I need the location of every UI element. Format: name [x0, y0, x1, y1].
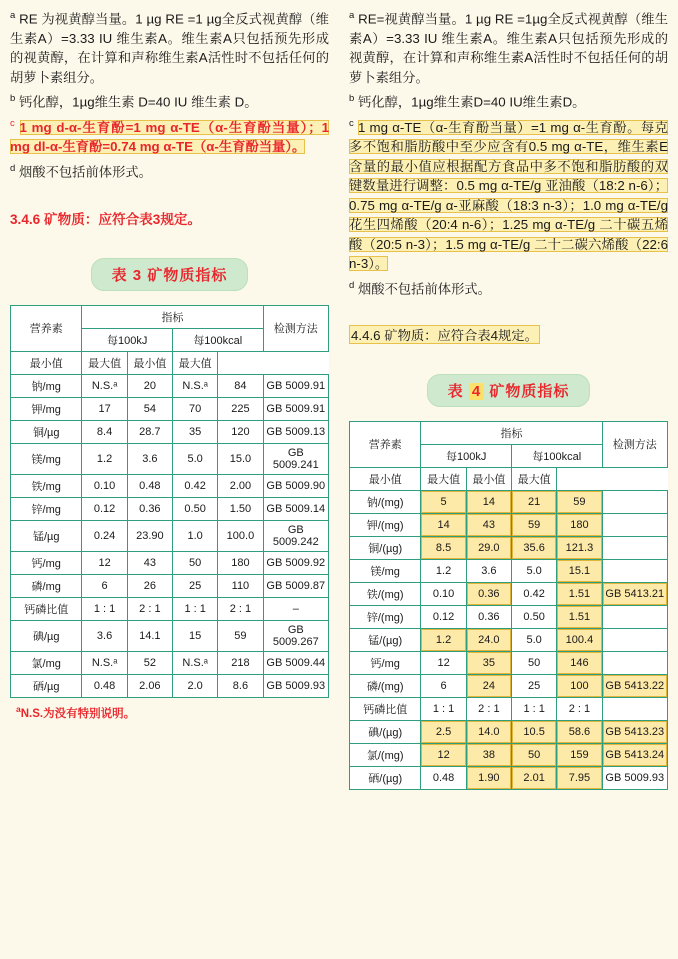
- cell-value: 0.48: [127, 474, 172, 497]
- table-row: [350, 628, 668, 651]
- cell-value: 43: [466, 513, 511, 536]
- cell-method: [602, 697, 667, 720]
- th-index: 指标: [421, 421, 602, 444]
- cell-method: GB 5009.14: [263, 497, 328, 520]
- footnote-text: N.S.为没有特别说明。: [20, 707, 136, 720]
- table-row: [350, 421, 668, 444]
- cell-method: GB 5009.90: [263, 474, 328, 497]
- cell-nutrient: 钙磷比值: [11, 597, 82, 620]
- cell-value: 14.1: [127, 620, 172, 651]
- note-marker-d: d: [349, 279, 355, 291]
- note-d-left: [10, 159, 329, 182]
- th-per100kj: 每100kJ: [421, 444, 512, 467]
- table-row: [350, 582, 668, 605]
- cell-value: 43: [127, 551, 172, 574]
- cell-value: 38: [466, 743, 511, 766]
- cell-nutrient: 钙磷比值: [350, 697, 421, 720]
- note-a-left: [10, 6, 329, 87]
- cell-value: 17: [82, 397, 127, 420]
- note-b-left: [10, 89, 329, 112]
- cell-value: 23.90: [127, 520, 172, 551]
- cell-nutrient: 钠/mg: [11, 374, 82, 397]
- cell-value: 14: [421, 513, 466, 536]
- cell-value: 1.50: [218, 497, 263, 520]
- cell-method: –: [263, 597, 328, 620]
- cell-nutrient: 硒/(µg): [350, 766, 421, 789]
- cell-value: 121.3: [557, 536, 602, 559]
- cell-nutrient: 锌/mg: [11, 497, 82, 520]
- cell-value: 21: [512, 490, 557, 513]
- note-c-left-text: 1 mg d-α-生育酚=1 mg α-TE（α-生育酚当量）；1 mg dl-α-生育酚=0.74 mg α-TE（α-生育酚当量）。: [10, 119, 329, 155]
- cell-value: 15: [173, 620, 218, 651]
- cell-value: 2.5: [421, 720, 466, 743]
- cell-value: 35: [173, 420, 218, 443]
- cell-value: 50: [512, 651, 557, 674]
- table4-title-number: 4: [469, 383, 484, 400]
- cell-value: 24: [466, 674, 511, 697]
- th-per100kcal: 每100kcal: [173, 328, 264, 351]
- table-row: [11, 474, 329, 497]
- cell-value: 3.6: [127, 443, 172, 474]
- cell-nutrient: 钙/mg: [11, 551, 82, 574]
- th-max-1: 最大值: [82, 351, 127, 374]
- table-row: [350, 743, 668, 766]
- note-marker-d: d: [10, 162, 16, 174]
- cell-value: 54: [127, 397, 172, 420]
- cell-method: GB 5009.241: [263, 443, 328, 474]
- table-row: [11, 574, 329, 597]
- cell-value: 0.50: [512, 605, 557, 628]
- th-min-2: 最小值: [127, 351, 172, 374]
- cell-method: GB 5009.92: [263, 551, 328, 574]
- cell-method: GB 5009.267: [263, 620, 328, 651]
- cell-value: 0.48: [82, 674, 127, 697]
- table-row: [11, 597, 329, 620]
- cell-value: 14: [466, 490, 511, 513]
- cell-value: 1 : 1: [173, 597, 218, 620]
- table3-title-prefix: 表 3: [111, 266, 143, 284]
- cell-method: GB 5009.91: [263, 374, 328, 397]
- table-row: [350, 674, 668, 697]
- cell-nutrient: 铁/(mg): [350, 582, 421, 605]
- th-per100kcal: 每100kcal: [512, 444, 603, 467]
- cell-method: GB 5009.44: [263, 651, 328, 674]
- cell-method: [602, 605, 667, 628]
- note-b-right: [349, 89, 668, 112]
- cell-value: 50: [512, 743, 557, 766]
- cell-value: 100.0: [218, 520, 263, 551]
- table3-title-wrap: [10, 258, 329, 291]
- note-c-right-text: 1 mg α-TE（α-生育酚当量）=1 mg α-生育酚。每克多不饱和脂肪酸中至少应含有0.5 mg α-TE，维生素E含量的最小值应根据配方食品中多不饱和脂肪酸的双键数量进行调整：0.5 mg α-TE/g 亚油酸（18:2 n-6）；0.75 mg α-TE/g α-亚麻酸（18:3 n-3）；1.0 mg α-TE/g 花生四烯酸（20:4 n-6）；1.25 mg α-TE/g 二十碳五烯酸（20:5 n-3）；1.5 mg α-TE/g 二十二碳六烯酸（22:6 n-3）。: [349, 119, 668, 272]
- cell-nutrient: 磷/mg: [11, 574, 82, 597]
- cell-value: 14.0: [466, 720, 511, 743]
- cell-value: 1 : 1: [421, 697, 466, 720]
- section-line-right-text: 4.4.6 矿物质：应符合表4规定。: [349, 325, 540, 344]
- cell-value: 3.6: [466, 559, 511, 582]
- cell-nutrient: 碘/(µg): [350, 720, 421, 743]
- table-row: [350, 697, 668, 720]
- cell-value: N.S.ᵃ: [173, 651, 218, 674]
- cell-value: 0.12: [421, 605, 466, 628]
- cell-value: 26: [127, 574, 172, 597]
- table-row: [11, 374, 329, 397]
- cell-value: 0.12: [82, 497, 127, 520]
- cell-value: 1 : 1: [512, 697, 557, 720]
- table-row: [11, 397, 329, 420]
- cell-value: 0.36: [466, 605, 511, 628]
- note-a-left-text: RE 为视黄醇当量。1 µg RE =1 µg全反式视黄醇（维生素A）=3.33 IU 维生素A。维生素A只包括预先形成的视黄醇，在计算和声称维生素A活性时不包括任何的胡萝卜素组分。: [10, 11, 329, 85]
- cell-value: 5.0: [512, 559, 557, 582]
- cell-value: 2 : 1: [127, 597, 172, 620]
- cell-value: 180: [557, 513, 602, 536]
- cell-value: 6: [421, 674, 466, 697]
- th-per100kj: 每100kJ: [82, 328, 173, 351]
- cell-value: 35.6: [512, 536, 557, 559]
- cell-value: 1.90: [466, 766, 511, 789]
- cell-value: 0.10: [82, 474, 127, 497]
- right-column: [339, 0, 678, 959]
- cell-value: 1.0: [173, 520, 218, 551]
- cell-value: 29.0: [466, 536, 511, 559]
- th-max-2: 最大值: [173, 351, 218, 374]
- cell-value: 1.2: [421, 628, 466, 651]
- note-c-left: [10, 114, 329, 156]
- cell-value: 0.42: [173, 474, 218, 497]
- table-row: [350, 720, 668, 743]
- cell-value: 6: [82, 574, 127, 597]
- cell-value: 1 : 1: [82, 597, 127, 620]
- note-marker-c: c: [10, 118, 15, 130]
- table-row: [350, 513, 668, 536]
- note-marker-b: b: [349, 93, 355, 105]
- footnote-marker: a: [16, 703, 21, 714]
- table-row: [11, 520, 329, 551]
- note-d-right-text: 烟酸不包括前体形式。: [358, 281, 491, 297]
- th-nutrient: 营养素: [11, 305, 82, 351]
- cell-value: 5.0: [512, 628, 557, 651]
- cell-value: 2.06: [127, 674, 172, 697]
- cell-method: [602, 628, 667, 651]
- table-row: [11, 651, 329, 674]
- section-line-left: 3.4.6 矿物质：应符合表3规定。: [10, 211, 202, 227]
- cell-value: 25: [173, 574, 218, 597]
- note-marker-a: a: [10, 10, 16, 21]
- cell-value: N.S.ᵃ: [173, 374, 218, 397]
- note-c-right: [349, 114, 668, 273]
- cell-value: 59: [557, 490, 602, 513]
- cell-value: 1.51: [557, 582, 602, 605]
- cell-value: 2 : 1: [466, 697, 511, 720]
- table-row: [350, 536, 668, 559]
- table4-title-wrap: [349, 374, 668, 407]
- th-max-1: 最大值: [421, 467, 466, 490]
- cell-method: GB 5413.22: [602, 674, 667, 697]
- cell-value: 15.1: [557, 559, 602, 582]
- cell-value: 0.36: [127, 497, 172, 520]
- cell-value: 59: [218, 620, 263, 651]
- cell-value: 12: [82, 551, 127, 574]
- cell-value: 0.36: [466, 582, 511, 605]
- cell-method: [602, 651, 667, 674]
- cell-nutrient: 钾/(mg): [350, 513, 421, 536]
- cell-value: 0.48: [421, 766, 466, 789]
- table4-title-prefix: 表: [447, 382, 464, 400]
- table3-footnote: [16, 704, 329, 721]
- note-d-right: [349, 276, 668, 299]
- cell-value: 146: [557, 651, 602, 674]
- cell-value: 25: [512, 674, 557, 697]
- cell-value: 110: [218, 574, 263, 597]
- cell-method: GB 5009.93: [602, 766, 667, 789]
- cell-value: 5: [421, 490, 466, 513]
- section-line-right: [349, 325, 668, 344]
- cell-nutrient: 锌/(mg): [350, 605, 421, 628]
- cell-value: 3.6: [82, 620, 127, 651]
- th-method: 检测方法: [263, 305, 328, 351]
- cell-value: N.S.ᵃ: [82, 374, 127, 397]
- cell-value: 35: [466, 651, 511, 674]
- table-row: [11, 497, 329, 520]
- cell-nutrient: 氯/(mg): [350, 743, 421, 766]
- cell-method: GB 5009.13: [263, 420, 328, 443]
- table4-minerals: [349, 421, 668, 790]
- cell-method: GB 5009.87: [263, 574, 328, 597]
- cell-method: GB 5413.23: [602, 720, 667, 743]
- table-row: [11, 674, 329, 697]
- cell-method: GB 5009.91: [263, 397, 328, 420]
- note-marker-c: c: [349, 118, 354, 130]
- cell-value: 0.24: [82, 520, 127, 551]
- cell-value: 84: [218, 374, 263, 397]
- cell-nutrient: 镁/mg: [350, 559, 421, 582]
- cell-method: GB 5413.21: [602, 582, 667, 605]
- cell-method: [602, 513, 667, 536]
- cell-value: N.S.ᵃ: [82, 651, 127, 674]
- cell-value: 1.51: [557, 605, 602, 628]
- table-row: [11, 620, 329, 651]
- cell-method: [602, 559, 667, 582]
- table-row: [11, 551, 329, 574]
- cell-value: 120: [218, 420, 263, 443]
- note-b-right-text: 钙化醇，1µg维生素D=40 IU维生素D。: [358, 94, 586, 110]
- cell-nutrient: 钾/mg: [11, 397, 82, 420]
- cell-value: 1.2: [421, 559, 466, 582]
- cell-value: 12: [421, 743, 466, 766]
- cell-nutrient: 铁/mg: [11, 474, 82, 497]
- cell-value: 28.7: [127, 420, 172, 443]
- cell-value: 2.00: [218, 474, 263, 497]
- cell-value: 7.95: [557, 766, 602, 789]
- cell-value: 58.6: [557, 720, 602, 743]
- table-row: [350, 467, 668, 490]
- cell-value: 2 : 1: [218, 597, 263, 620]
- note-a-right-text: RE=视黄醇当量。1 µg RE =1µg全反式视黄醇（维生素A）=3.33 IU 维生素A。维生素A只包括预先形成的视黄醇，在计算和声称维生素A活性时不包括任何的胡萝卜素组分。: [349, 11, 668, 85]
- table3-minerals: [10, 305, 329, 698]
- table-row: [11, 305, 329, 328]
- th-max-2: 最大值: [512, 467, 557, 490]
- cell-value: 0.10: [421, 582, 466, 605]
- cell-method: GB 5009.93: [263, 674, 328, 697]
- cell-value: 8.6: [218, 674, 263, 697]
- cell-nutrient: 锰/(µg): [350, 628, 421, 651]
- th-min-1: 最小值: [350, 467, 421, 490]
- cell-value: 70: [173, 397, 218, 420]
- th-min-1: 最小值: [11, 351, 82, 374]
- cell-nutrient: 氯/mg: [11, 651, 82, 674]
- table4-title: [427, 374, 591, 407]
- cell-value: 100.4: [557, 628, 602, 651]
- cell-nutrient: 锰/µg: [11, 520, 82, 551]
- table-row: [350, 490, 668, 513]
- cell-value: 218: [218, 651, 263, 674]
- cell-value: 8.4: [82, 420, 127, 443]
- table4-title-suffix: 矿物质指标: [489, 382, 570, 400]
- table3-title: [91, 258, 249, 291]
- table-row: [11, 420, 329, 443]
- cell-value: 10.5: [512, 720, 557, 743]
- cell-method: GB 5009.242: [263, 520, 328, 551]
- cell-method: [602, 536, 667, 559]
- th-method: 检测方法: [602, 421, 667, 467]
- cell-nutrient: 碘/µg: [11, 620, 82, 651]
- note-b-left-text: 钙化醇，1µg维生素 D=40 IU 维生素 D。: [19, 94, 258, 110]
- cell-value: 180: [218, 551, 263, 574]
- cell-nutrient: 钠/(mg): [350, 490, 421, 513]
- cell-nutrient: 镁/mg: [11, 443, 82, 474]
- cell-nutrient: 磷/(mg): [350, 674, 421, 697]
- cell-value: 20: [127, 374, 172, 397]
- table-row: [350, 605, 668, 628]
- cell-value: 50: [173, 551, 218, 574]
- table3-title-suffix: 矿物质指标: [147, 266, 228, 284]
- cell-method: GB 5413.24: [602, 743, 667, 766]
- cell-nutrient: 硒/µg: [11, 674, 82, 697]
- note-d-left-text: 烟酸不包括前体形式。: [19, 164, 152, 180]
- cell-nutrient: 钙/mg: [350, 651, 421, 674]
- note-marker-a: a: [349, 10, 355, 21]
- cell-value: 8.5: [421, 536, 466, 559]
- cell-value: 12: [421, 651, 466, 674]
- table-row: [350, 651, 668, 674]
- cell-value: 159: [557, 743, 602, 766]
- cell-value: 2 : 1: [557, 697, 602, 720]
- table-row: [350, 766, 668, 789]
- cell-value: 100: [557, 674, 602, 697]
- cell-value: 52: [127, 651, 172, 674]
- cell-nutrient: 铜/(µg): [350, 536, 421, 559]
- cell-nutrient: 铜/µg: [11, 420, 82, 443]
- table-row: [350, 559, 668, 582]
- th-nutrient: 营养素: [350, 421, 421, 467]
- cell-value: 59: [512, 513, 557, 536]
- cell-value: 1.2: [82, 443, 127, 474]
- note-marker-b: b: [10, 93, 16, 105]
- note-a-right: [349, 6, 668, 87]
- table-row: [11, 351, 329, 374]
- cell-value: 225: [218, 397, 263, 420]
- table-row: [11, 443, 329, 474]
- cell-value: 24.0: [466, 628, 511, 651]
- th-index: 指标: [82, 305, 263, 328]
- cell-value: 15.0: [218, 443, 263, 474]
- th-min-2: 最小值: [466, 467, 511, 490]
- cell-value: 5.0: [173, 443, 218, 474]
- cell-value: 2.0: [173, 674, 218, 697]
- cell-value: 2.01: [512, 766, 557, 789]
- cell-method: [602, 490, 667, 513]
- cell-value: 0.42: [512, 582, 557, 605]
- cell-value: 0.50: [173, 497, 218, 520]
